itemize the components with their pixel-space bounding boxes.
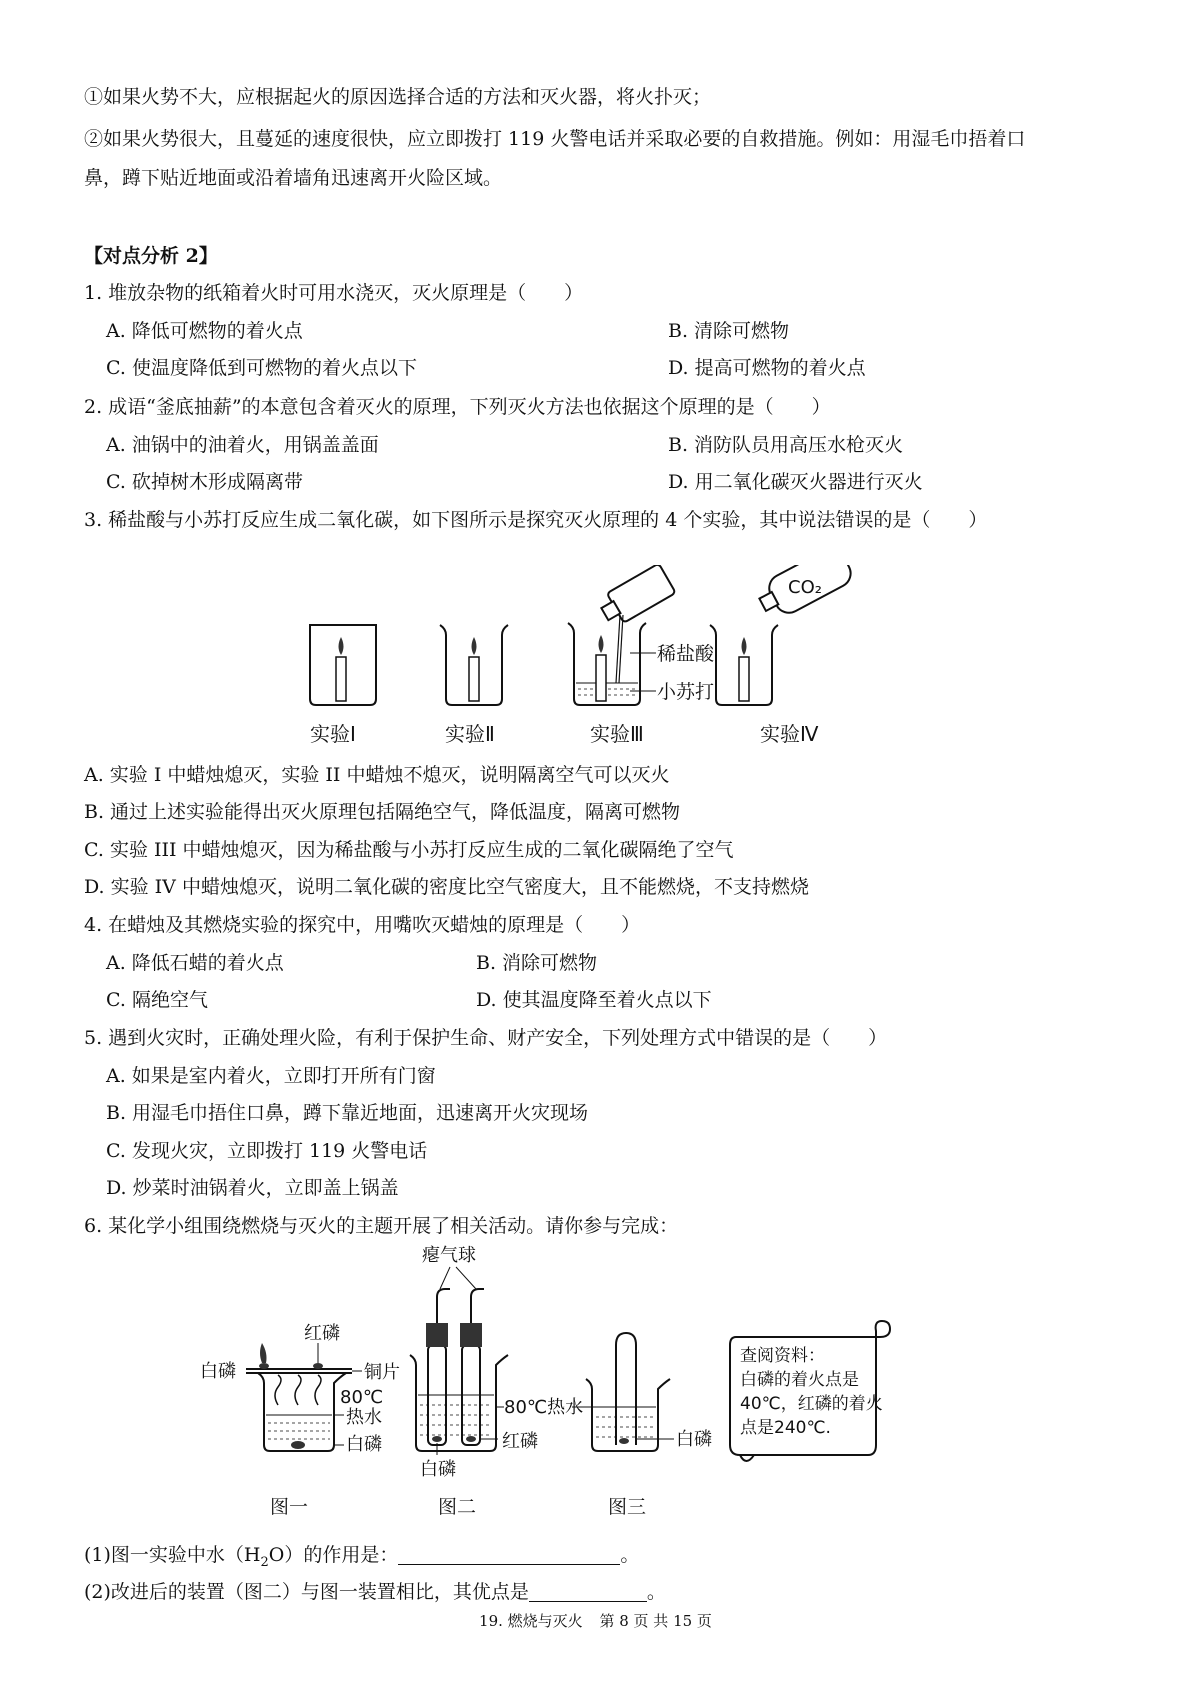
q6-sub2-answer-blank[interactable] bbox=[529, 1583, 647, 1602]
q3-stem: 3. 稀盐酸与小苏打反应生成二氧化碳，如下图所示是探究灭火原理的 4 个实验，其中说法错误的是（ ） bbox=[84, 509, 988, 531]
q2-option-d: D. 用二氧化碳灭火器进行灭火 bbox=[668, 471, 923, 493]
fig3-caption: 图三 bbox=[608, 1496, 647, 1518]
exp2-beaker bbox=[440, 625, 508, 705]
soda-label: 小苏打 bbox=[657, 681, 715, 703]
q6-sub1-subscript: 2 bbox=[260, 1554, 269, 1570]
fig1-temp-label: 80℃ bbox=[340, 1387, 384, 1408]
q5-option-c: C. 发现火灾，立即拨打 119 火警电话 bbox=[106, 1140, 428, 1162]
intro-line-3: 鼻，蹲下贴近地面或沿着墙角迅速离开火险区域。 bbox=[84, 167, 503, 189]
q6-sub1-pre: (1)图一实验中水（H bbox=[84, 1544, 261, 1566]
q1-option-c: C. 使温度降低到可燃物的着火点以下 bbox=[106, 357, 417, 379]
q2-option-b: B. 消防队员用高压水枪灭火 bbox=[668, 434, 904, 456]
fig2-caption: 图二 bbox=[438, 1496, 477, 1518]
section-title: 【对点分析 2】 bbox=[84, 245, 218, 267]
q3-option-d: D. 实验 IV 中蜡烛熄灭，说明二氧化碳的密度比空气密度大，且不能燃烧，不支持燃烧 bbox=[84, 876, 809, 898]
q6-sub2-pre: (2)改进后的装置（图二）与图一装置相比，其优点是 bbox=[84, 1581, 529, 1603]
page-footer bbox=[0, 1610, 1191, 1631]
fig1-copper-label: 铜片 bbox=[364, 1362, 400, 1383]
exp3-label: 实验Ⅲ bbox=[590, 722, 644, 746]
q2-stem: 2. 成语“釜底抽薪”的本意包含着灭火的原理，下列灭火方法也依据这个原理的是（ ） bbox=[84, 396, 831, 418]
fig3-apparatus bbox=[572, 1333, 674, 1451]
q3-option-b: B. 通过上述实验能得出灭火原理包括隔绝空气，降低温度，隔离可燃物 bbox=[84, 801, 681, 823]
q3-option-a: A. 实验 I 中蜡烛熄灭，实验 II 中蜡烛不熄灭，说明隔离空气可以灭火 bbox=[84, 764, 670, 786]
fig2-hot-water-label: 80℃热水 bbox=[504, 1397, 584, 1418]
note-line-2: 40℃，红磷的着火 bbox=[740, 1394, 883, 1414]
q4-option-a: A. 降低石蜡的着火点 bbox=[106, 952, 284, 974]
fig3-white-p-label: 白磷 bbox=[676, 1429, 712, 1450]
intro-line-1: ①如果火势不大，应根据起火的原因选择合适的方法和灭火器，将火扑灭； bbox=[84, 86, 712, 108]
q1-stem: 1. 堆放杂物的纸箱着火时可用水浇灭，灭火原理是（ ） bbox=[84, 282, 584, 304]
q6-sub1-end: 。 bbox=[620, 1544, 640, 1566]
exp4-label: 实验Ⅳ bbox=[760, 722, 819, 746]
q1-option-a: A. 降低可燃物的着火点 bbox=[106, 320, 303, 342]
q3-option-c: C. 实验 III 中蜡烛熄灭，因为稀盐酸与小苏打反应生成的二氧化碳隔绝了空气 bbox=[84, 839, 734, 861]
q6-sub1-answer-blank[interactable] bbox=[398, 1546, 620, 1565]
q2-option-a: A. 油锅中的油着火，用锅盖盖面 bbox=[106, 434, 379, 456]
footer-chapter: 19. 燃烧与灭火 bbox=[479, 1612, 583, 1630]
q4-option-c: C. 隔绝空气 bbox=[106, 989, 208, 1011]
note-title: 查阅资料： bbox=[740, 1346, 825, 1366]
fig2-red-p-label: 红磷 bbox=[502, 1431, 538, 1452]
intro-line-2: ②如果火势很大，且蔓延的速度很快，应立即拨打 119 火警电话并采取必要的自救措施。例如：用湿毛巾捂着口 bbox=[84, 128, 1026, 150]
note-line-1: 白磷的着火点是 bbox=[740, 1370, 859, 1390]
exp2-label: 实验Ⅱ bbox=[445, 722, 495, 746]
q6-figure bbox=[200, 1245, 980, 1530]
co2-label: CO₂ bbox=[788, 577, 822, 598]
q5-option-b: B. 用湿毛巾捂住口鼻，蹲下靠近地面，迅速离开火灾现场 bbox=[106, 1102, 589, 1124]
fig1-red-p-label: 红磷 bbox=[304, 1323, 340, 1344]
exp1-beaker bbox=[310, 625, 376, 705]
q6-sub2-end: 。 bbox=[646, 1581, 666, 1603]
fig2-balloon-label: 瘪气球 bbox=[422, 1245, 476, 1266]
q4-option-b: B. 消除可燃物 bbox=[476, 952, 598, 974]
q6-sub1 bbox=[84, 1544, 639, 1574]
q5-option-d: D. 炒菜时油锅着火，立即盖上锅盖 bbox=[106, 1177, 399, 1199]
q6-sub2 bbox=[84, 1581, 666, 1603]
note-scroll bbox=[730, 1321, 890, 1461]
q6-sub1-post: O）的作用是： bbox=[268, 1544, 399, 1566]
fig1-white-p-bottom-label: 白磷 bbox=[346, 1434, 382, 1455]
q4-stem: 4. 在蜡烛及其燃烧实验的探究中，用嘴吹灭蜡烛的原理是（ ） bbox=[84, 914, 641, 936]
exp4-beaker bbox=[710, 565, 856, 705]
note-line-3: 点是240℃. bbox=[740, 1418, 831, 1438]
q1-option-d: D. 提高可燃物的着火点 bbox=[668, 357, 866, 379]
fig1-white-p-label: 白磷 bbox=[200, 1361, 236, 1382]
acid-label: 稀盐酸 bbox=[657, 643, 715, 665]
q4-option-d: D. 使其温度降至着火点以下 bbox=[476, 989, 712, 1011]
q6-stem: 6. 某化学小组围绕燃烧与灭火的主题开展了相关活动。请你参与完成： bbox=[84, 1215, 679, 1237]
q5-stem: 5. 遇到火灾时，正确处理火险，有利于保护生命、财产安全，下列处理方式中错误的是（ ） bbox=[84, 1027, 888, 1049]
q1-option-b: B. 清除可燃物 bbox=[668, 320, 790, 342]
fig1-caption: 图一 bbox=[270, 1496, 309, 1518]
q3-figure bbox=[300, 565, 920, 750]
exp1-label: 实验Ⅰ bbox=[310, 722, 356, 746]
q2-option-c: C. 砍掉树木形成隔离带 bbox=[106, 471, 303, 493]
fig1-hot-water-label: 热水 bbox=[346, 1407, 382, 1428]
footer-page-number: 第 8 页 共 15 页 bbox=[599, 1612, 712, 1630]
fig2-white-p-label: 白磷 bbox=[420, 1459, 456, 1480]
q5-option-a: A. 如果是室内着火，立即打开所有门窗 bbox=[106, 1065, 436, 1087]
fig2-apparatus bbox=[410, 1267, 508, 1455]
